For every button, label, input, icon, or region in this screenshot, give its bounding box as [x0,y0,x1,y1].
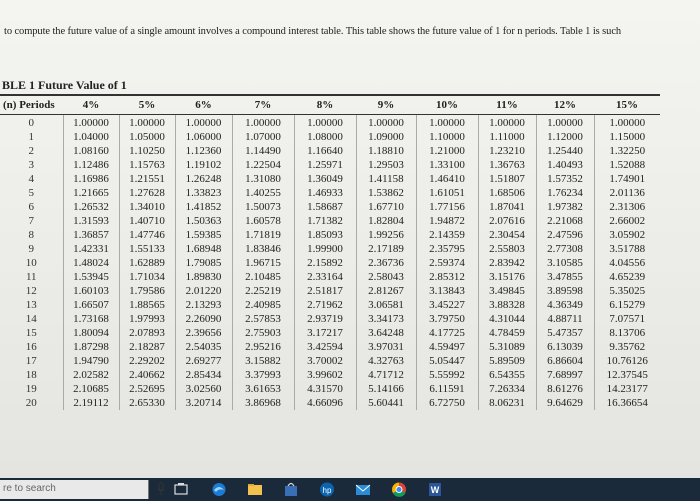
value-cell: 2.01136 [594,186,660,200]
value-cell: 2.54035 [175,340,232,354]
value-cell: 2.40985 [232,298,294,312]
table-row [0,256,660,270]
table-row [0,242,660,256]
table-row [0,340,660,354]
value-cell: 1.31593 [63,214,119,228]
value-cell: 1.71819 [232,228,294,242]
value-cell: 1.12486 [63,158,119,172]
value-cell: 2.85434 [175,368,232,382]
value-cell: 2.40662 [119,368,175,382]
value-cell: 1.79586 [119,284,175,298]
table-row [0,214,660,228]
value-cell: 1.26532 [63,200,119,214]
value-cell: 1.15000 [594,130,660,144]
value-cell: 2.83942 [478,256,536,270]
value-cell: 14.23177 [594,382,660,396]
value-cell: 2.10685 [63,382,119,396]
value-cell: 1.00000 [232,115,294,131]
value-cell: 6.13039 [536,340,594,354]
value-cell: 1.09000 [356,130,416,144]
value-cell: 1.51807 [478,172,536,186]
search-placeholder: re to search [3,483,56,494]
value-cell: 1.27628 [119,186,175,200]
table-row [0,144,660,158]
header-rate-4: 4% [63,95,119,115]
table-row [0,382,660,396]
value-cell: 1.21551 [119,172,175,186]
value-cell: 3.88328 [478,298,536,312]
value-cell: 1.94872 [416,214,478,228]
header-periods: (n) Periods [0,95,63,115]
value-cell: 3.17217 [294,326,356,340]
value-cell: 2.36736 [356,256,416,270]
value-cell: 1.36763 [478,158,536,172]
value-cell: 4.88711 [536,312,594,326]
value-cell: 3.51788 [594,242,660,256]
value-cell: 1.40710 [119,214,175,228]
value-cell: 2.75903 [232,326,294,340]
value-cell: 3.10585 [536,256,594,270]
value-cell: 1.41158 [356,172,416,186]
value-cell: 5.05447 [416,354,478,368]
value-cell: 1.97993 [119,312,175,326]
table-row [0,312,660,326]
value-cell: 1.87041 [478,200,536,214]
value-cell: 3.15176 [478,270,536,284]
period-cell: 17 [25,355,37,367]
value-cell: 2.17189 [356,242,416,256]
value-cell: 5.60441 [356,396,416,410]
value-cell: 7.68997 [536,368,594,382]
value-cell: 2.47596 [536,228,594,242]
table-header-row [0,95,660,115]
value-cell: 1.00000 [175,115,232,131]
chrome-icon[interactable] [390,481,408,498]
value-cell: 12.37545 [594,368,660,382]
header-rate-5: 5% [119,95,175,115]
value-cell: 1.36857 [63,228,119,242]
edge-icon[interactable] [210,481,228,498]
period-cell: 11 [25,271,37,283]
value-cell: 5.35025 [594,284,660,298]
value-cell: 4.04556 [594,256,660,270]
value-cell: 2.39656 [175,326,232,340]
value-cell: 2.25219 [232,284,294,298]
value-cell: 2.01220 [175,284,232,298]
value-cell: 1.12000 [536,130,594,144]
value-cell: 1.55133 [119,242,175,256]
value-cell: 1.29503 [356,158,416,172]
value-cell: 1.23210 [478,144,536,158]
value-cell: 1.50363 [175,214,232,228]
intro-paragraph: to compute the future value of a single amount involves a compound interest table. This table shows the future value of 1 for n periods. Table 1 is such [4,26,622,37]
value-cell: 3.49845 [478,284,536,298]
value-cell: 2.81267 [356,284,416,298]
value-cell: 2.15892 [294,256,356,270]
value-cell: 10.76126 [594,354,660,368]
value-cell: 1.62889 [119,256,175,270]
value-cell: 2.66002 [594,214,660,228]
table-row [0,172,660,186]
table-row [0,396,660,410]
value-cell: 1.68506 [478,186,536,200]
value-cell: 1.74901 [594,172,660,186]
value-cell: 1.19102 [175,158,232,172]
value-cell: 1.25971 [294,158,356,172]
value-cell: 1.07000 [232,130,294,144]
value-cell: 2.55803 [478,242,536,256]
value-cell: 7.07571 [594,312,660,326]
value-cell: 2.85312 [416,270,478,284]
value-cell: 1.21000 [416,144,478,158]
value-cell: 2.30454 [478,228,536,242]
table-row [0,284,660,298]
header-rate-11: 11% [478,95,536,115]
value-cell: 1.08160 [63,144,119,158]
svg-text:hp: hp [322,486,332,495]
value-cell: 8.13706 [594,326,660,340]
value-cell: 1.59385 [175,228,232,242]
value-cell: 4.65239 [594,270,660,284]
period-cell: 16 [25,341,37,353]
value-cell: 2.95216 [232,340,294,354]
value-cell: 1.42331 [63,242,119,256]
value-cell: 4.31044 [478,312,536,326]
period-cell: 2 [28,145,34,157]
hp-icon[interactable] [318,481,336,498]
value-cell: 1.15763 [119,158,175,172]
value-cell: 1.25440 [536,144,594,158]
value-cell: 16.36654 [594,396,660,410]
value-cell: 1.97382 [536,200,594,214]
value-cell: 1.66507 [63,298,119,312]
value-cell: 1.53862 [356,186,416,200]
value-cell: 1.89830 [175,270,232,284]
value-cell: 1.48024 [63,256,119,270]
header-rate-7: 7% [232,95,294,115]
value-cell: 3.37993 [232,368,294,382]
word-icon[interactable] [426,481,444,498]
value-cell: 2.58043 [356,270,416,284]
value-cell: 5.31089 [478,340,536,354]
period-cell: 3 [28,159,34,171]
value-cell: 2.21068 [536,214,594,228]
value-cell: 4.78459 [478,326,536,340]
period-cell: 18 [25,369,37,381]
value-cell: 1.88565 [119,298,175,312]
value-cell: 6.15279 [594,298,660,312]
value-cell: 3.79750 [416,312,478,326]
value-cell: 3.15882 [232,354,294,368]
value-cell: 7.26334 [478,382,536,396]
value-cell: 1.04000 [63,130,119,144]
value-cell: 3.99602 [294,368,356,382]
value-cell: 2.52695 [119,382,175,396]
table-row [0,186,660,200]
period-cell: 14 [25,313,37,325]
table-row [0,200,660,214]
value-cell: 2.71962 [294,298,356,312]
value-cell: 1.41852 [175,200,232,214]
header-rate-8: 8% [294,95,356,115]
value-cell: 1.60103 [63,284,119,298]
period-cell: 8 [28,229,34,241]
period-cell: 12 [25,285,37,297]
period-cell: 10 [25,257,37,269]
value-cell: 1.10250 [119,144,175,158]
value-cell: 2.07616 [478,214,536,228]
value-cell: 1.61051 [416,186,478,200]
value-cell: 1.73168 [63,312,119,326]
value-cell: 2.14359 [416,228,478,242]
value-cell: 4.71712 [356,368,416,382]
value-cell: 5.14166 [356,382,416,396]
value-cell: 3.06581 [356,298,416,312]
value-cell: 8.06231 [478,396,536,410]
microphone-icon[interactable] [157,482,165,496]
value-cell: 2.69277 [175,354,232,368]
table-row [0,270,660,284]
value-cell: 1.82804 [356,214,416,228]
period-cell: 20 [25,397,37,409]
period-cell: 5 [28,187,34,199]
header-rate-15: 15% [594,95,660,115]
value-cell: 2.31306 [594,200,660,214]
value-cell: 1.34010 [119,200,175,214]
value-cell: 1.00000 [356,115,416,131]
value-cell: 2.93719 [294,312,356,326]
value-cell: 1.06000 [175,130,232,144]
value-cell: 1.16640 [294,144,356,158]
period-cell: 13 [25,299,37,311]
value-cell: 1.85093 [294,228,356,242]
value-cell: 1.08000 [294,130,356,144]
value-cell: 2.35795 [416,242,478,256]
table-row [0,326,660,340]
value-cell: 2.33164 [294,270,356,284]
value-cell: 1.10000 [416,130,478,144]
period-cell: 15 [25,327,37,339]
value-cell: 6.72750 [416,396,478,410]
value-cell: 3.64248 [356,326,416,340]
table-row [0,368,660,382]
value-cell: 3.61653 [232,382,294,396]
value-cell: 5.55992 [416,368,478,382]
value-cell: 1.33100 [416,158,478,172]
value-cell: 1.00000 [536,115,594,131]
value-cell: 3.13843 [416,284,478,298]
value-cell: 1.21665 [63,186,119,200]
value-cell: 1.11000 [478,130,536,144]
value-cell: 1.33823 [175,186,232,200]
value-cell: 4.59497 [416,340,478,354]
value-cell: 1.76234 [536,186,594,200]
value-cell: 1.26248 [175,172,232,186]
value-cell: 1.00000 [594,115,660,131]
value-cell: 2.02582 [63,368,119,382]
svg-text:W: W [430,485,440,495]
header-rate-6: 6% [175,95,232,115]
value-cell: 3.86968 [232,396,294,410]
value-cell: 2.51817 [294,284,356,298]
table-title: BLE 1 Future Value of 1 [2,78,127,92]
table-row [0,228,660,242]
table-row [0,130,660,144]
value-cell: 2.65330 [119,396,175,410]
value-cell: 2.57853 [232,312,294,326]
value-cell: 1.31080 [232,172,294,186]
value-cell: 2.19112 [63,396,119,410]
value-cell: 3.89598 [536,284,594,298]
value-cell: 3.47855 [536,270,594,284]
value-cell: 2.07893 [119,326,175,340]
value-cell: 1.12360 [175,144,232,158]
value-cell: 1.47746 [119,228,175,242]
value-cell: 1.99256 [356,228,416,242]
value-cell: 1.00000 [416,115,478,131]
value-cell: 5.89509 [478,354,536,368]
value-cell: 1.67710 [356,200,416,214]
value-cell: 3.02560 [175,382,232,396]
value-cell: 4.66096 [294,396,356,410]
value-cell: 1.00000 [119,115,175,131]
file-explorer-icon[interactable] [246,481,264,498]
value-cell: 1.96715 [232,256,294,270]
value-cell: 2.29202 [119,354,175,368]
value-cell: 6.54355 [478,368,536,382]
value-cell: 1.36049 [294,172,356,186]
value-cell: 3.20714 [175,396,232,410]
value-cell: 6.11591 [416,382,478,396]
value-cell: 3.34173 [356,312,416,326]
value-cell: 2.26090 [175,312,232,326]
value-cell: 1.18810 [356,144,416,158]
value-cell: 2.77308 [536,242,594,256]
store-icon[interactable] [282,481,300,498]
value-cell: 3.42594 [294,340,356,354]
header-rate-12: 12% [536,95,594,115]
table-body [0,115,660,411]
value-cell: 1.50073 [232,200,294,214]
period-cell: 9 [28,243,34,255]
value-cell: 1.00000 [63,115,119,131]
value-cell: 1.32250 [594,144,660,158]
value-cell: 1.77156 [416,200,478,214]
value-cell: 3.05902 [594,228,660,242]
value-cell: 4.17725 [416,326,478,340]
header-rate-9: 9% [356,95,416,115]
value-cell: 8.61276 [536,382,594,396]
task-view-icon[interactable] [172,481,190,498]
value-cell: 1.87298 [63,340,119,354]
table-row [0,298,660,312]
value-cell: 1.40493 [536,158,594,172]
value-cell: 2.10485 [232,270,294,284]
value-cell: 1.53945 [63,270,119,284]
period-cell: 4 [28,173,34,185]
future-value-table [0,94,660,410]
value-cell: 1.40255 [232,186,294,200]
value-cell: 1.46410 [416,172,478,186]
value-cell: 2.13293 [175,298,232,312]
header-rate-10: 10% [416,95,478,115]
value-cell: 4.36349 [536,298,594,312]
value-cell: 1.58687 [294,200,356,214]
value-cell: 1.46933 [294,186,356,200]
value-cell: 5.47357 [536,326,594,340]
value-cell: 4.32763 [356,354,416,368]
value-cell: 1.94790 [63,354,119,368]
value-cell: 6.86604 [536,354,594,368]
value-cell: 3.70002 [294,354,356,368]
table-row [0,158,660,172]
value-cell: 1.00000 [478,115,536,131]
value-cell: 1.79085 [175,256,232,270]
mail-icon[interactable] [354,481,372,498]
value-cell: 1.99900 [294,242,356,256]
period-cell: 7 [28,215,34,227]
period-cell: 19 [25,383,37,395]
value-cell: 1.14490 [232,144,294,158]
value-cell: 9.35762 [594,340,660,354]
value-cell: 2.59374 [416,256,478,270]
value-cell: 1.22504 [232,158,294,172]
value-cell: 1.80094 [63,326,119,340]
table-row [0,115,660,131]
value-cell: 1.52088 [594,158,660,172]
period-cell: 0 [28,117,34,129]
value-cell: 3.97031 [356,340,416,354]
value-cell: 1.60578 [232,214,294,228]
period-cell: 1 [28,131,34,143]
value-cell: 1.83846 [232,242,294,256]
taskbar [0,478,700,501]
table-row [0,354,660,368]
period-cell: 6 [28,201,34,213]
value-cell: 4.31570 [294,382,356,396]
value-cell: 1.16986 [63,172,119,186]
value-cell: 1.05000 [119,130,175,144]
value-cell: 1.71034 [119,270,175,284]
value-cell: 3.45227 [416,298,478,312]
value-cell: 1.57352 [536,172,594,186]
value-cell: 9.64629 [536,396,594,410]
value-cell: 2.18287 [119,340,175,354]
value-cell: 1.71382 [294,214,356,228]
taskbar-search-box[interactable] [0,480,149,499]
value-cell: 1.00000 [294,115,356,131]
value-cell: 1.68948 [175,242,232,256]
